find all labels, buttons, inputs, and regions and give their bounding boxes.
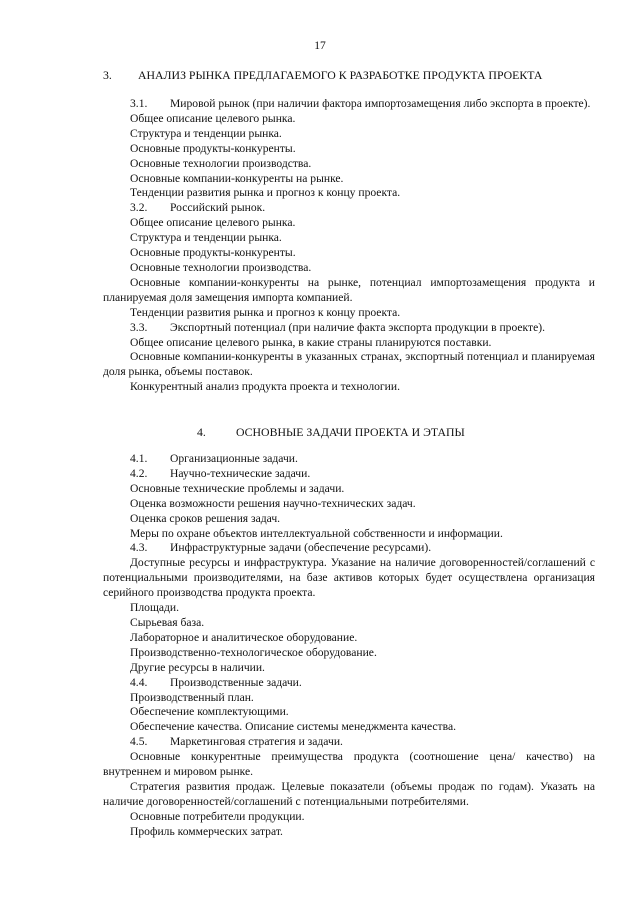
item-text: Оценка возможности решения научно-технических задач. [130,496,416,510]
item-text: Меры по охране объектов интеллектуальной собственности и информации. [130,526,503,540]
item-text: Структура и тенденции рынка. [130,126,282,140]
item-number: 4.3. [130,541,148,555]
list-item [103,527,595,542]
section-3-body [103,97,595,395]
numbered-item [103,735,595,750]
item-text: Производственные задачи. [170,675,302,689]
list-item [103,691,595,706]
list-item [103,127,595,142]
list-item [103,750,595,780]
item-text: Сырьевая база. [130,615,205,629]
numbered-item [103,452,595,467]
item-text: Мировой рынок (при наличии фактора импортозамещения либо экспорта в проекте). [170,97,591,110]
list-item [103,261,595,276]
item-text: Общее описание целевого рынка. [130,216,296,230]
item-number: 4.5. [130,735,148,749]
item-number: 4.2. [130,466,148,480]
list-item [103,380,595,395]
item-text: Общее описание целевого рынка, в какие страны планируются поставки. [130,335,492,349]
item-text: Основные технические проблемы и задачи. [130,481,345,495]
item-text: Экспортный потенциал (при наличие факта экспорта продукции в проекте). [170,320,546,334]
item-text: Организационные задачи. [170,452,298,465]
list-item [103,646,595,661]
item-text: Научно-технические задачи. [170,466,311,480]
item-text: Основные компании-конкуренты на рынке, потенциал импортозамещения продукта и планируемая доля замещения импорта компанией. [103,275,595,304]
item-number: 3.2. [130,201,148,215]
item-text: Лабораторное и аналитическое оборудование. [130,630,358,644]
item-number: 4.1. [130,452,148,465]
list-item [103,512,595,527]
list-item [103,350,595,380]
list-item [103,720,595,735]
list-item [103,172,595,187]
item-text: Основные продукты-конкуренты. [130,141,296,155]
list-item [103,246,595,261]
list-item [103,186,595,201]
item-number: 3.1. [130,97,148,110]
section-4-number: 4. [197,425,206,439]
list-item [103,601,595,616]
item-text: Тенденции развития рынка и прогноз к концу проекта. [130,186,401,200]
list-item [103,157,595,172]
item-text: Профиль коммерческих затрат. [130,824,283,838]
item-text: Оценка сроков решения задач. [130,511,281,525]
item-text: Конкурентный анализ продукта проекта и технологии. [130,380,400,394]
numbered-item [103,97,595,112]
list-item [103,631,595,646]
item-text: Общее описание целевого рынка. [130,111,296,125]
item-text: Основные продукты-конкуренты. [130,246,296,260]
list-item [103,780,595,810]
item-text: Основные технологии производства. [130,260,312,274]
list-item [103,810,595,825]
item-text: Обеспечение комплектующими. [130,705,289,719]
list-item [103,112,595,127]
item-text: Другие ресурсы в наличии. [130,660,265,674]
numbered-item [103,201,595,216]
numbered-item [103,676,595,691]
item-text: Производственный план. [130,690,254,704]
item-text: Основные потребители продукции. [130,809,305,823]
item-text: Обеспечение качества. Описание системы менеджмента качества. [130,720,456,734]
section-4-title: ОСНОВНЫЕ ЗАДАЧИ ПРОЕКТА И ЭТАПЫ [236,425,465,439]
list-item [103,142,595,157]
item-text: Структура и тенденции рынка. [130,231,282,245]
page-number: 17 [314,39,326,52]
item-text: Российский рынок. [170,201,266,215]
item-text: Основные технологии производства. [130,156,312,170]
section-3-title: АНАЛИЗ РЫНКА ПРЕДЛАГАЕМОГО К РАЗРАБОТКЕ ПРОДУКТА ПРОЕКТА [138,68,543,82]
list-item [103,825,595,840]
item-text: Основные компании-конкуренты на рынке. [130,171,344,185]
item-text: Стратегия развития продаж. Целевые показатели (объемы продаж по годам). Указать на наличие договоренностей/соглашений с потенциальными потребителями. [103,779,595,808]
numbered-item [103,321,595,336]
item-text: Доступные ресурсы и инфраструктура. Указание на наличие договоренностей/соглашений с потенциальными производителями, на базе активов которых будет осуществлена организация серийного производства продукта проекта. [103,556,595,600]
item-text: Маркетинговая стратегия и задачи. [170,735,343,749]
numbered-item [103,541,595,556]
list-item [103,336,595,351]
list-item [103,306,595,321]
list-item [103,276,595,306]
item-text: Тенденции развития рынка и прогноз к концу проекта. [130,305,401,319]
list-item [103,556,595,601]
item-text: Основные конкурентные преимущества продукта (соотношение цена/ качество) на внутреннем и мировом рынке. [103,750,595,779]
list-item [103,216,595,231]
section-4-body [103,452,595,840]
item-number: 3.3. [130,320,148,334]
item-text: Площади. [130,601,180,615]
numbered-item [103,467,595,482]
list-item [103,705,595,720]
item-text: Производственно-технологическое оборудование. [130,645,377,659]
item-text: Инфраструктурные задачи (обеспечение ресурсами). [170,541,432,555]
list-item [103,661,595,676]
list-item [103,616,595,631]
section-3-number: 3. [103,68,112,82]
item-text: Основные компании-конкуренты в указанных странах, экспортный потенциал и планируемая доля рынка, объемы поставок. [103,350,595,379]
item-number: 4.4. [130,675,148,689]
list-item [103,497,595,512]
list-item [103,482,595,497]
list-item [103,231,595,246]
